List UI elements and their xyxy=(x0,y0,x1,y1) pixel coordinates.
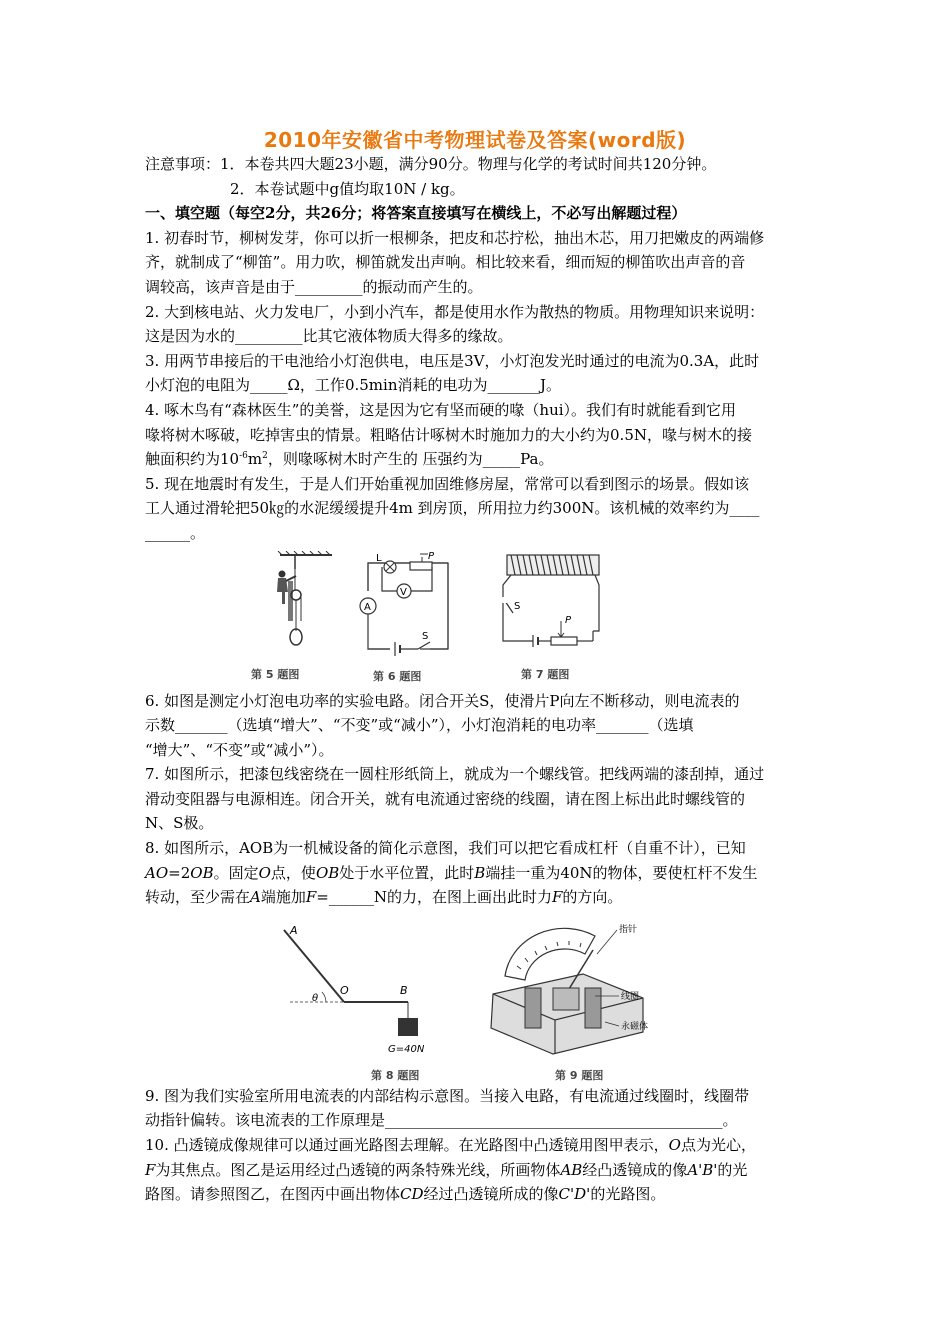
figure-row-1 xyxy=(145,551,810,687)
q8-line xyxy=(145,885,810,910)
figure-5-pulley xyxy=(270,551,340,661)
q8-line xyxy=(145,861,810,886)
q10-text: C'D' xyxy=(558,1185,591,1204)
pointer-label: 指针 xyxy=(619,924,638,935)
exam-content xyxy=(145,152,810,1207)
q8-text: 处于水平位置，此时 xyxy=(339,863,475,882)
weight-label: G=40N xyxy=(388,1043,425,1055)
figure-8-lever xyxy=(270,924,445,1059)
q5-line: 5. 现在地震时有发生，于是人们开始重视加固维修房屋，常常可以看到图示的场景。假如该 xyxy=(145,474,750,493)
q7-line: N、S极。 xyxy=(145,814,214,833)
q5-line: ______。 xyxy=(145,523,206,542)
q10-text: 点为光心， xyxy=(680,1136,756,1155)
switch-label: S xyxy=(514,600,521,612)
q10-line xyxy=(145,1133,810,1158)
point-a-label: A xyxy=(290,923,298,937)
q4-text: 触面积约为10 xyxy=(145,450,240,469)
q8-text: 的方向。 xyxy=(562,888,623,907)
q10-text: 10. 凸透镜成像规律可以通过画光路图去理解。在光路图中凸透镜用图甲表示， xyxy=(145,1136,669,1155)
q10-text: 的光路图。 xyxy=(590,1185,666,1204)
figure-9-caption: 第 9 题图 xyxy=(555,1068,604,1082)
q1-line: 1. 初春时节，柳树发芽，你可以折一根柳条，把皮和芯拧松，抽出木芯，用刀把嫩皮的两端修 xyxy=(145,228,765,247)
q8-text: B xyxy=(474,863,486,882)
q8-text: 点，使 xyxy=(270,863,316,882)
q4-line xyxy=(145,447,810,472)
q10-text: 经凸透镜成的像 xyxy=(582,1160,688,1179)
point-o-label: O xyxy=(340,983,349,997)
q8-text: F xyxy=(552,888,563,907)
switch-label: S xyxy=(422,630,429,642)
q1-line: 调较高，该声音是由于_________的振动而产生的。 xyxy=(145,277,483,296)
q10-text: CD xyxy=(400,1185,424,1204)
q10-text: 的光 xyxy=(717,1160,748,1179)
q7-line: 7. 如图所示，把漆包线密绕在一圆柱形纸筒上，就成为一个螺线管。把线两端的漆刮掉，通过 xyxy=(145,765,765,784)
q8-text: 端挂一重为40N的物体，要使杠杆不发生 xyxy=(485,863,758,882)
q4-text: m xyxy=(247,450,263,469)
figure-5-caption: 第 5 题图 xyxy=(251,667,300,681)
figure-6-caption: 第 6 题图 xyxy=(373,669,422,683)
q8-line: 8. 如图所示，AOB为一机械设备的简化示意图，我们可以把它看成杠杆（自重不计），已知 xyxy=(145,839,746,858)
q8-text: =______N的力，在图上画出此时力 xyxy=(316,888,552,907)
figure-7-caption: 第 7 题图 xyxy=(521,667,570,681)
q3-line: 3. 用两节串接后的干电池给小灯泡供电，电压是3V，小灯泡发光时通过的电流为0.3A，此时 xyxy=(145,351,760,370)
q6-line: 6. 如图是测定小灯泡电功率的实验电路。闭合开关S，使滑片P向左不断移动，则电流表的 xyxy=(145,691,740,710)
figure-6-circuit xyxy=(350,551,460,666)
q4-sup: 2 xyxy=(262,451,268,462)
q7-line: 滑动变阻器与电源相连。闭合开关，就有电流通过密绕的线圈，请在图上标出此时螺线管的 xyxy=(145,789,746,808)
q10-text: F xyxy=(145,1160,156,1179)
document-title: 2010年安徽省中考物理试卷及答案(word版) xyxy=(263,128,687,152)
q4-text: ，则喙啄树木时产生的 压强约为_____Pa。 xyxy=(267,450,554,469)
figure-7-solenoid xyxy=(495,551,610,661)
q10-text: 路图。请参照图乙，在图丙中画出物体 xyxy=(145,1185,401,1204)
q8-text: =2 xyxy=(168,863,191,882)
q8-text: OB xyxy=(190,863,214,882)
q8-text: F xyxy=(305,888,317,907)
q10-text: AB xyxy=(560,1160,583,1179)
q8-text: 。固定 xyxy=(213,863,259,882)
section-heading: 一、填空题（每空2分，共26分；将答案直接填写在横线上，不必写出解题过程） xyxy=(145,204,687,223)
q10-text: 为其焦点。图乙是运用经过凸透镜的两条特殊光线，所画物体 xyxy=(155,1160,561,1179)
figure-row-2 xyxy=(145,914,810,1084)
figure-8-caption: 第 8 题图 xyxy=(371,1068,420,1082)
q8-text: 转动，至少需在 xyxy=(145,888,251,907)
coil-label: 线圈 xyxy=(621,991,640,1002)
voltmeter-label: V xyxy=(400,586,407,598)
q4-line: 4. 啄木鸟有“森林医生”的美誉，这是因为它有坚而硬的喙（hui）。我们有时就能看到它用 xyxy=(145,400,737,419)
q5-line: 工人通过滑轮把50㎏的水泥缓缓提升4m 到房顶，所用拉力约300N。该机械的效率约为____ xyxy=(145,499,760,518)
q8-text: OB xyxy=(315,863,340,882)
q1-line: 齐，就制成了“柳笛”。用力吹，柳笛就发出声响。相比较来看，细而短的柳笛吹出声音的音 xyxy=(145,253,746,272)
q10-line xyxy=(145,1158,810,1183)
q2-line: 2. 大到核电站、火力发电厂，小到小汽车，都是使用水作为散热的物质。用物理知识来说明： xyxy=(145,302,765,321)
q8-text: A xyxy=(250,888,261,907)
q10-text: 经过凸透镜所成的像 xyxy=(423,1185,559,1204)
q8-text: AO xyxy=(145,863,169,882)
figure-9-ammeter xyxy=(465,914,665,1064)
ammeter-label: A xyxy=(364,601,371,613)
q6-line: 示数_______（选填“增大”、“不变”或“减小”），小灯泡消耗的电功率_______（选填 xyxy=(145,716,694,735)
slider-label: P xyxy=(565,614,572,626)
q3-line: 小灯泡的电阻为_____Ω，工作0.5min消耗的电功为_______J。 xyxy=(145,376,561,395)
q8-text: O xyxy=(258,863,271,882)
slider-label: P xyxy=(428,550,435,562)
q9-line: 9. 图为我们实验室所用电流表的内部结构示意图。当接入电路，有电流通过线圈时，线圈带 xyxy=(145,1086,750,1105)
lamp-label: L xyxy=(376,552,382,564)
q2-line: 这是因为水的_________比其它液体物质大得多的缘故。 xyxy=(145,327,513,346)
q4-sup: -6 xyxy=(239,451,248,462)
q9-line: 动指针偏转。该电流表的工作原理是_____________________________________________。 xyxy=(145,1111,738,1130)
magnet-label: 永磁体 xyxy=(621,1021,649,1032)
angle-label: θ xyxy=(312,992,319,1004)
q10-line xyxy=(145,1182,810,1207)
notice-line-2: 2．本卷试题中g值均取10N / kg。 xyxy=(230,179,465,198)
q6-line: “增大”、“不变”或“减小”）。 xyxy=(145,740,334,759)
q10-text: A'B' xyxy=(687,1160,718,1179)
notice-line-1: 注意事项：1．本卷共四大题23小题，满分90分。物理与化学的考试时间共120分钟。 xyxy=(145,155,717,173)
q4-line: 喙将树木啄破，吃掉害虫的情景。粗略估计啄树木时施加力的大小约为0.5N，喙与树木的接 xyxy=(145,425,752,444)
q8-text: 端施加 xyxy=(260,888,306,907)
q10-text: O xyxy=(668,1136,681,1155)
point-b-label: B xyxy=(400,983,408,997)
